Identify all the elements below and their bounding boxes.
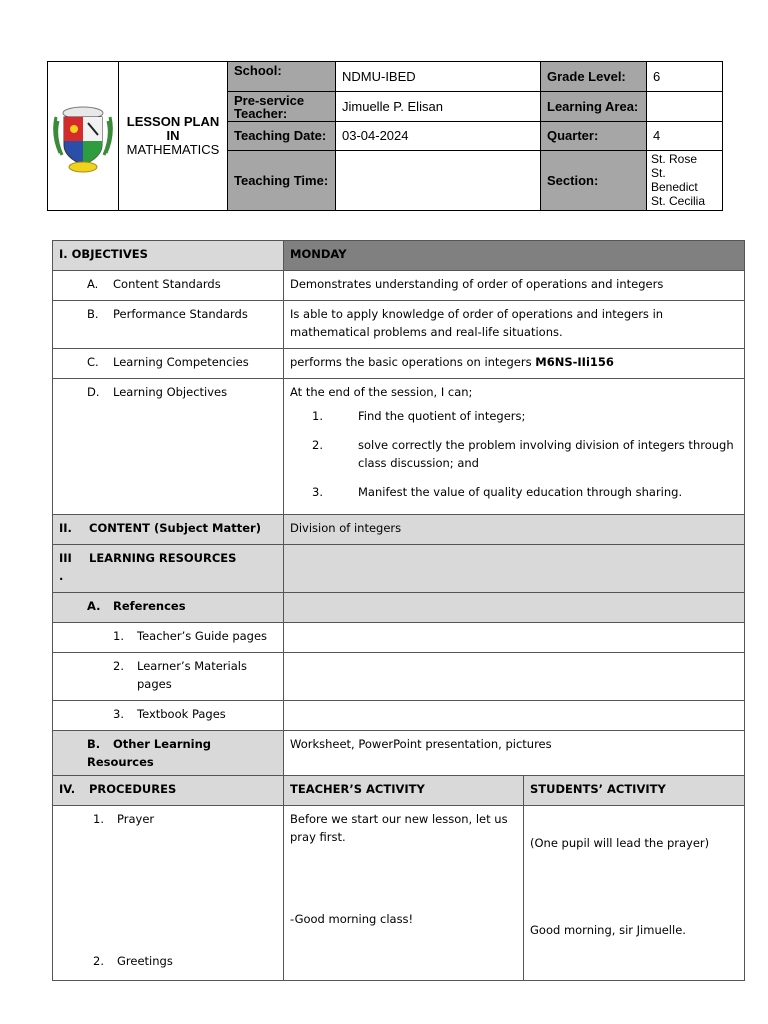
table-row <box>53 545 745 593</box>
procedure-steps <box>53 806 284 981</box>
content-numeral: II. <box>59 521 72 535</box>
title-line-1: LESSON PLAN <box>126 114 220 129</box>
content-label: CONTENT (Subject Matter) <box>89 521 261 535</box>
competencies-value <box>284 349 745 379</box>
title-line-3: MATHEMATICS <box>126 142 220 157</box>
competencies-text: Learning Competencies <box>113 355 249 369</box>
ref-label: Learner’s Materials pages <box>137 659 247 691</box>
grade-level-label: Grade Level: <box>541 62 647 92</box>
references-heading <box>53 593 284 623</box>
learners-materials-value <box>284 653 745 701</box>
teacher-prayer-text: Before we start our new lesson, let us pray first. <box>290 812 508 844</box>
day-heading: MONDAY <box>284 241 745 271</box>
lesson-plan-title <box>119 62 228 211</box>
competency-code: M6NS-IIi156 <box>535 355 614 369</box>
quarter-label: Quarter: <box>541 122 647 150</box>
content-standards-value: Demonstrates understanding of order of operations and integers <box>284 271 745 301</box>
students-activity-cell <box>524 806 745 981</box>
teaching-date-label: Teaching Date: <box>228 122 336 150</box>
performance-standards-text: Performance Standards <box>113 307 248 321</box>
section-st-benedict: St. Benedict <box>651 166 698 195</box>
step-prayer <box>93 810 277 828</box>
content-standards-label <box>53 271 284 301</box>
step-number: 1. <box>93 812 104 826</box>
performance-standards-label <box>53 301 284 349</box>
lesson-plan-table <box>52 240 745 981</box>
students-activity-heading: STUDENTS’ ACTIVITY <box>524 776 745 806</box>
school-label: School: <box>228 62 336 92</box>
grade-level-value: 6 <box>647 62 723 92</box>
performance-standards-value: Is able to apply knowledge of order of operations and integers in mathematical problems and real-life situations. <box>284 301 745 349</box>
learning-objectives-label <box>53 379 284 515</box>
school-logo <box>48 62 119 211</box>
table-row <box>53 301 745 349</box>
section-st-cecilia: St. Cecilia <box>651 194 706 209</box>
references-label: References <box>113 599 186 613</box>
objective-text: Find the quotient of integers; <box>358 409 526 423</box>
step-greetings <box>93 952 173 970</box>
quarter-value: 4 <box>647 122 723 150</box>
table-row <box>53 271 745 301</box>
list-item <box>290 483 738 501</box>
learning-objectives-letter: D. <box>87 385 100 399</box>
step-label: Prayer <box>117 812 155 826</box>
learning-objectives-text: Learning Objectives <box>113 385 228 399</box>
table-row <box>53 806 745 981</box>
content-heading <box>53 515 284 545</box>
table-row <box>53 653 745 701</box>
teaching-date-value: 03-04-2024 <box>336 122 541 150</box>
table-row <box>53 379 745 515</box>
lesson-plan-header <box>47 61 723 211</box>
ref-number: 1. <box>113 629 124 643</box>
learning-area-value <box>647 92 723 122</box>
performance-standards-letter: B. <box>87 307 99 321</box>
learning-area-label: Learning Area: <box>541 92 647 122</box>
table-row <box>53 515 745 545</box>
objective-number: 1. <box>312 409 323 423</box>
content-standards-text: Content Standards <box>113 277 221 291</box>
objective-number: 2. <box>312 438 323 452</box>
section-st-rose: St. Rose <box>651 152 698 167</box>
step-label: Greetings <box>117 954 173 968</box>
table-row <box>53 349 745 379</box>
ref-number: 3. <box>113 707 124 721</box>
references-value <box>284 593 745 623</box>
references-letter: A. <box>87 599 101 613</box>
teacher-greeting-text: -Good morning class! <box>290 912 414 926</box>
step-number: 2. <box>93 954 104 968</box>
list-item <box>290 436 738 472</box>
school-seal-icon <box>50 95 116 175</box>
procedures-numeral: IV. <box>59 782 76 796</box>
competencies-label <box>53 349 284 379</box>
resources-value <box>284 545 745 593</box>
other-resources-value: Worksheet, PowerPoint presentation, pictures <box>284 731 745 776</box>
textbook-pages-value <box>284 701 745 731</box>
list-item <box>290 407 738 425</box>
table-row <box>53 701 745 731</box>
section-label: Section: <box>541 150 647 210</box>
teacher-value: Jimuelle P. Elisan <box>336 92 541 122</box>
objectives-list <box>290 407 738 501</box>
teacher-activity-heading: TEACHER’S ACTIVITY <box>284 776 524 806</box>
school-value: NDMU-IBED <box>336 62 541 92</box>
teacher-activity-cell <box>284 806 524 981</box>
title-line-2: IN <box>166 128 180 143</box>
ref-number: 2. <box>113 659 124 673</box>
objectives-heading: I. OBJECTIVES <box>53 241 284 271</box>
teachers-guide-value <box>284 623 745 653</box>
table-row <box>53 731 745 776</box>
resources-dot: . <box>59 569 64 583</box>
resources-numeral: III <box>59 551 72 565</box>
textbook-pages-label <box>53 701 284 731</box>
objective-text: solve correctly the problem involving division of integers through class discussion; and <box>358 438 734 470</box>
student-greeting-text: Good morning, sir Jimuelle. <box>530 923 686 937</box>
resources-label: LEARNING RESOURCES <box>89 551 237 565</box>
resources-heading <box>53 545 284 593</box>
ref-label: Teacher’s Guide pages <box>137 629 268 643</box>
teacher-label: Pre-service Teacher: <box>228 92 336 122</box>
content-value: Division of integers <box>284 515 745 545</box>
ref-label: Textbook Pages <box>137 707 226 721</box>
content-standards-letter: A. <box>87 277 99 291</box>
table-row <box>53 593 745 623</box>
procedures-label: PROCEDURES <box>89 782 177 796</box>
objective-text: Manifest the value of quality education through sharing. <box>358 485 683 499</box>
teaching-time-label: Teaching Time: <box>228 150 336 210</box>
competencies-letter: C. <box>87 355 99 369</box>
teaching-time-value <box>336 150 541 210</box>
table-row <box>53 623 745 653</box>
student-prayer-text: (One pupil will lead the prayer) <box>530 836 710 850</box>
competencies-description: performs the basic operations on integers <box>290 355 536 369</box>
objective-number: 3. <box>312 485 323 499</box>
other-resources-heading <box>53 731 284 776</box>
objectives-intro: At the end of the session, I can; <box>290 385 473 399</box>
teachers-guide-label <box>53 623 284 653</box>
other-resources-label: Other Learning Resources <box>87 737 212 769</box>
section-values <box>647 150 723 210</box>
learning-objectives-value <box>284 379 745 515</box>
other-resources-letter: B. <box>87 737 101 751</box>
table-row <box>53 776 745 806</box>
procedures-heading <box>53 776 284 806</box>
learners-materials-label <box>53 653 284 701</box>
